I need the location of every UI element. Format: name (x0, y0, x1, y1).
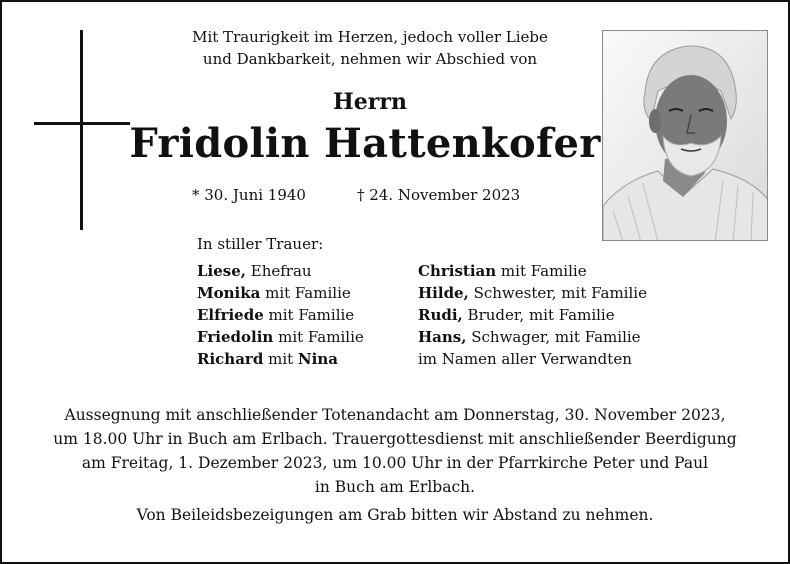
mourner-row (197, 282, 364, 304)
mourner-row (197, 260, 364, 282)
service-line: um 18.00 Uhr in Buch am Erlbach. Trauergottesdienst mit anschließender Beerdigung (53, 430, 737, 448)
mourner-name: Liese, (197, 262, 246, 280)
mourners-heading: In stiller Trauer: (197, 235, 324, 253)
intro-line: und Dankbarkeit, nehmen wir Abschied von (202, 50, 538, 68)
mourner-name-extra: Nina (297, 350, 338, 368)
mourner-row (418, 348, 647, 370)
mourner-relation: mit Familie (273, 328, 364, 346)
mourner-relation: mit Familie (496, 262, 587, 280)
service-details (20, 403, 770, 499)
service-line: Aussegnung mit anschließender Totenandacht am Donnerstag, 30. November 2023, (64, 406, 726, 424)
mourner-name: Rudi, (418, 306, 463, 324)
birth-date: * 30. Juni 1940 (192, 186, 306, 204)
salutation: Herrn (333, 89, 407, 115)
intro-line: Mit Traurigkeit im Herzen, jedoch voller Liebe (192, 28, 548, 46)
mourner-row (197, 304, 364, 326)
mourner-row (418, 282, 647, 304)
mourner-row (418, 304, 647, 326)
mourner-name: Richard (197, 350, 264, 368)
mourner-name: Friedolin (197, 328, 274, 346)
mourner-row (418, 326, 647, 348)
death-date: † 24. November 2023 (357, 186, 521, 204)
service-line: am Freitag, 1. Dezember 2023, um 10.00 Uhr in der Pfarrkirche Peter und Paul (81, 454, 709, 472)
deceased-name: Fridolin Hattenkofer (129, 120, 601, 167)
intro-text (130, 26, 610, 70)
mourner-name: Christian (418, 262, 497, 280)
mourner-relation: im Namen aller Verwandten (418, 350, 632, 368)
mourner-relation: Bruder, mit Familie (462, 306, 615, 324)
mourner-row (197, 348, 364, 370)
service-line: in Buch am Erlbach. (314, 478, 476, 496)
mourner-relation: mit Familie (260, 284, 351, 302)
portrait-image (603, 31, 768, 241)
cross-horizontal-bar (34, 122, 130, 125)
mourner-name: Hilde, (418, 284, 469, 302)
mourner-row (197, 326, 364, 348)
mourner-relation: mit Familie (263, 306, 355, 324)
cross-vertical-bar (80, 30, 83, 230)
closing-note: Von Beileidsbezeigungen am Grab bitten wir Abstand zu nehmen. (136, 506, 654, 524)
mourner-relation: Schwager, mit Familie (466, 328, 641, 346)
portrait-photo (602, 30, 768, 241)
mourner-relation: Schwester, mit Familie (468, 284, 647, 302)
mourner-name: Monika (197, 284, 261, 302)
mourner-name: Hans, (418, 328, 467, 346)
mourner-name: Elfriede (197, 306, 264, 324)
mourners-left-column (197, 260, 364, 370)
mourner-relation: Ehefrau (246, 262, 312, 280)
mourner-row (418, 260, 647, 282)
mourners-right-column (418, 260, 647, 370)
mourner-relation: mit (263, 350, 298, 368)
